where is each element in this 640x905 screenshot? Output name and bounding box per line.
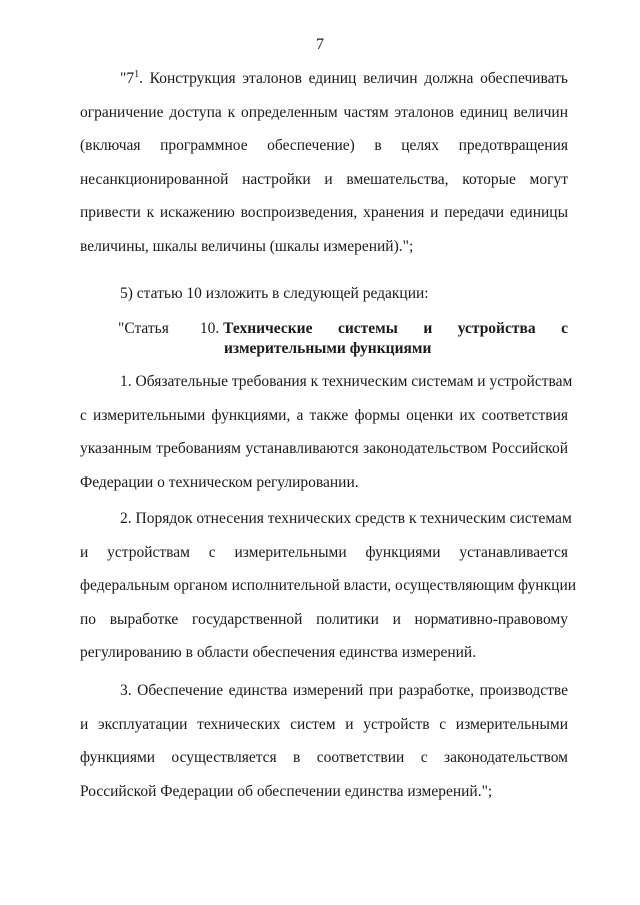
- article-title-word: Технические: [223, 320, 313, 337]
- article-title-word: и: [423, 320, 433, 337]
- article-title-word: системы: [337, 320, 398, 337]
- text-line: [80, 62, 568, 96]
- article-number: 10.: [199, 320, 220, 337]
- clause-2: [80, 502, 577, 670]
- article-title-line-2: измерительными функциями: [224, 340, 432, 357]
- article-heading: [118, 320, 568, 360]
- page-number: 7: [316, 36, 324, 53]
- text-line: 5) статью 10 изложить в следующей редакции:: [120, 285, 429, 302]
- text-line: и эксплуатации технических систем и устройств с измерительными: [80, 715, 568, 733]
- clause-1: [80, 365, 573, 499]
- text-line: несанкционированной настройки и вмешательства, которые могут: [80, 170, 568, 188]
- text-line: величины, шкалы величины (шкалы измерений).";: [80, 237, 414, 255]
- text-fragment: . Конструкция эталонов единиц величин должна обеспечивать: [139, 70, 568, 87]
- text-line: федеральным органом исполнительной власти, осуществляющим функции: [80, 577, 577, 595]
- article-title-word: с: [561, 320, 568, 337]
- paragraph-7-1: [80, 62, 568, 264]
- text-line: 3. Обеспечение единства измерений при разработке, производстве: [120, 682, 568, 699]
- superscript: 1: [134, 69, 140, 80]
- text-line: указанным требованиям устанавливаются законодательством Российской: [80, 440, 568, 458]
- article-word: "Статья: [118, 320, 169, 337]
- text-line: по выработке государственной политики и нормативно-правовому: [80, 610, 568, 628]
- article-title-word: устройства: [457, 320, 536, 337]
- text-line: регулированию в области обеспечения единства измерений.: [80, 644, 477, 662]
- clause-3: [80, 674, 568, 808]
- text-line: Федерации о техническом регулировании.: [80, 473, 359, 491]
- text-line: привести к искажению воспроизведения, хранения и передачи единицы: [80, 204, 568, 222]
- text-line: (включая программное обеспечение) в целях предотвращения: [80, 137, 568, 155]
- text-line: 1. Обязательные требования к техническим системам и устройствам: [120, 373, 573, 390]
- text-line: 2. Порядок отнесения технических средств к техническим системам: [120, 510, 572, 527]
- text-line: с измерительными функциями, а также формы оценки их соответствия: [80, 406, 568, 424]
- text-line: Российской Федерации об обеспечении единства измерений.";: [80, 782, 493, 800]
- paragraph-item-5: [80, 277, 568, 311]
- text-line: и устройствам с измерительными функциями устанавливается: [80, 543, 568, 561]
- text-fragment: "7: [120, 70, 135, 87]
- text-line: функциями осуществляется в соответствии с законодательством: [80, 749, 568, 767]
- text-line: ограничение доступа к определенным частям эталонов единиц величин: [80, 103, 568, 121]
- article-prefix: [118, 320, 313, 340]
- article-heading-line: [118, 320, 568, 340]
